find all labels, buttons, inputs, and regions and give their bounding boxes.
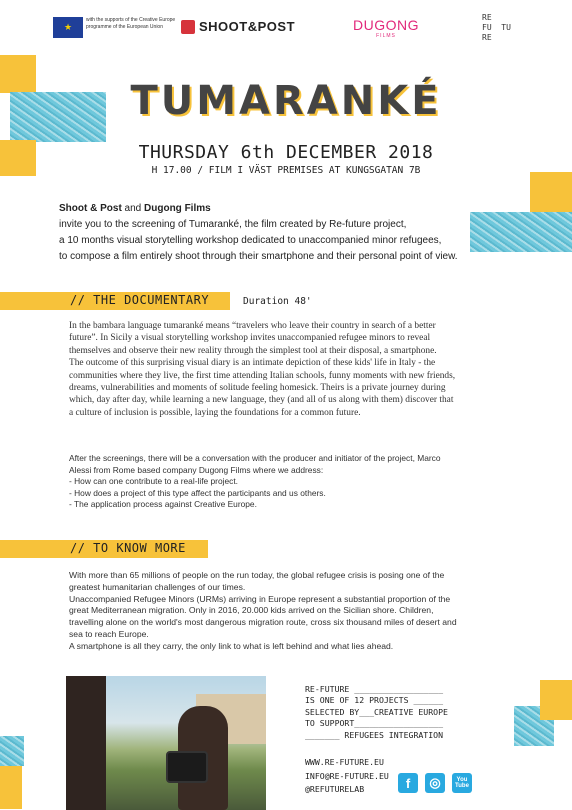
yellow-splash-right bbox=[530, 172, 572, 212]
dugong-logo-sub: FILMS bbox=[376, 33, 396, 39]
blue-splash-bottom-left bbox=[0, 736, 24, 766]
refuture-logo-line: RE bbox=[482, 33, 492, 42]
project-line: RE-FUTURE __________________ bbox=[305, 684, 444, 694]
documentary-text bbox=[69, 320, 457, 419]
refuture-logo-line: FU TU bbox=[482, 23, 511, 32]
invite-line-2: invite you to the screening of Tumaranké, the film created by Re-future project, bbox=[59, 219, 407, 230]
conversation-text bbox=[69, 453, 457, 511]
photo-boy-with-smartphone bbox=[66, 676, 266, 810]
bullet-item: - How does a project of this type affect the participants and us others. bbox=[69, 487, 326, 498]
yellow-splash-bottom-left bbox=[0, 766, 22, 809]
event-date: THURSDAY 6th DECEMBER 2018 bbox=[138, 142, 434, 163]
social-icons bbox=[398, 773, 472, 793]
blue-splash-right bbox=[470, 212, 572, 252]
host-shoot-post: Shoot & Post bbox=[59, 203, 122, 214]
youtube-icon-top: You bbox=[456, 777, 468, 783]
documentary-paragraph-2: The outcome of this surprising visual diary is an intimate depiction of these kids' life in Italy - the communities where they live, the first time attending Italian schools, funny moments with new friends, dreams, vulnerabilities and moments of solitude feeling homesick. Theirs is a private journey during which, day after day, while learning a new language, they (and all of us along with them) discover that a culture of inclusion is possible, laying the foundations for a common future. bbox=[69, 358, 456, 418]
know-more-paragraph-3: A smartphone is all they carry, the only link to what is left behind and what lies ahead. bbox=[69, 640, 394, 651]
project-line: _______ REFUGEES INTEGRATION bbox=[305, 729, 444, 740]
invite-line-4: to compose a film entirely shoot through their smartphone and their personal point of view. bbox=[59, 251, 458, 262]
project-line: IS ONE OF 12 PROJECTS ______ bbox=[305, 695, 444, 706]
know-more-heading: // TO KNOW MORE bbox=[70, 541, 186, 555]
photo-smartphone bbox=[166, 751, 208, 783]
project-line: SELECTED BY___CREATIVE EUROPE bbox=[305, 706, 448, 717]
instagram-icon[interactable]: ◎ bbox=[425, 773, 445, 793]
contact-links bbox=[305, 756, 389, 797]
invite-line-1 bbox=[59, 201, 459, 217]
eu-support-text: with the supports of the Creative Europe programme of the European Union bbox=[86, 17, 176, 30]
dugong-logo-text: DUGONG bbox=[353, 17, 419, 33]
host-dugong: Dugong Films bbox=[144, 203, 211, 214]
shoot-post-logo-text: SHOOT&POST bbox=[199, 19, 296, 34]
youtube-icon[interactable] bbox=[452, 773, 472, 793]
bullet-item: - How can one contribute to a real-life project. bbox=[69, 476, 238, 486]
eu-flag-icon: ★ bbox=[53, 17, 83, 38]
website-link[interactable]: WWW.RE-FUTURE.EU bbox=[305, 757, 384, 767]
documentary-heading: // THE DOCUMENTARY bbox=[70, 293, 210, 307]
bullet-item: - The application process against Creative Europe. bbox=[69, 499, 257, 509]
facebook-icon[interactable]: f bbox=[398, 773, 418, 793]
shoot-post-logo bbox=[181, 19, 295, 34]
project-line: TO SUPPORT__________________ bbox=[305, 718, 444, 729]
refuture-logo-line: RE bbox=[482, 13, 492, 22]
documentary-duration: Duration 48' bbox=[243, 296, 312, 307]
know-more-paragraph-1: With more than 65 millions of people on the run today, the global refugee crisis is posing one of the greatest humanitarian challenges of our times. bbox=[69, 570, 445, 592]
page-title: TUMARANKÉ bbox=[130, 78, 442, 124]
conversation-paragraph: After the screenings, there will be a conversation with the producer and initiator of the project, Marco Alessi from Rome based company Dugong Films where we address: bbox=[69, 453, 441, 475]
project-statement bbox=[305, 684, 448, 741]
know-more-paragraph-2: Unaccompanied Refugee Minors (URMs) arriving in Europe represent a substantial proportion of the great Mediterranean migration. Only in 2016, 20.000 kids arrived on the Sicilian shore. Children, travelling alone on the world's most dangerous migration route, cross six thousand miles of desert and sea to reach Europe. bbox=[69, 593, 457, 639]
social-handle: @REFUTURELAB bbox=[305, 784, 365, 794]
photo-foreground-figure bbox=[66, 676, 106, 810]
documentary-paragraph-1: In the bambara language tumaranké means “travelers who leave their country in search of a better future”. In Sicily a visual storytelling workshop invites unaccompanied refugee minors to reveal themselves and observe their new reality through the simplest tool at their disposal, a smartphone. bbox=[69, 321, 437, 356]
invitation-text bbox=[59, 201, 459, 265]
invite-and: and bbox=[121, 203, 145, 214]
youtube-icon-bottom: Tube bbox=[455, 783, 469, 789]
dugong-logo bbox=[353, 17, 419, 39]
know-more-text bbox=[69, 570, 461, 653]
shoot-post-mark-icon bbox=[181, 20, 195, 34]
yellow-splash-bottom-right bbox=[540, 680, 572, 720]
event-time-place: H 17.00 / FILM I VÄST PREMISES AT KUNGSGATAN 7B bbox=[151, 165, 421, 176]
invite-line-3: a 10 months visual storytelling workshop dedicated to unaccompanied minor refugees, bbox=[59, 235, 442, 246]
email-link[interactable]: INFO@RE-FUTURE.EU bbox=[305, 770, 389, 781]
refuture-logo bbox=[482, 13, 511, 43]
